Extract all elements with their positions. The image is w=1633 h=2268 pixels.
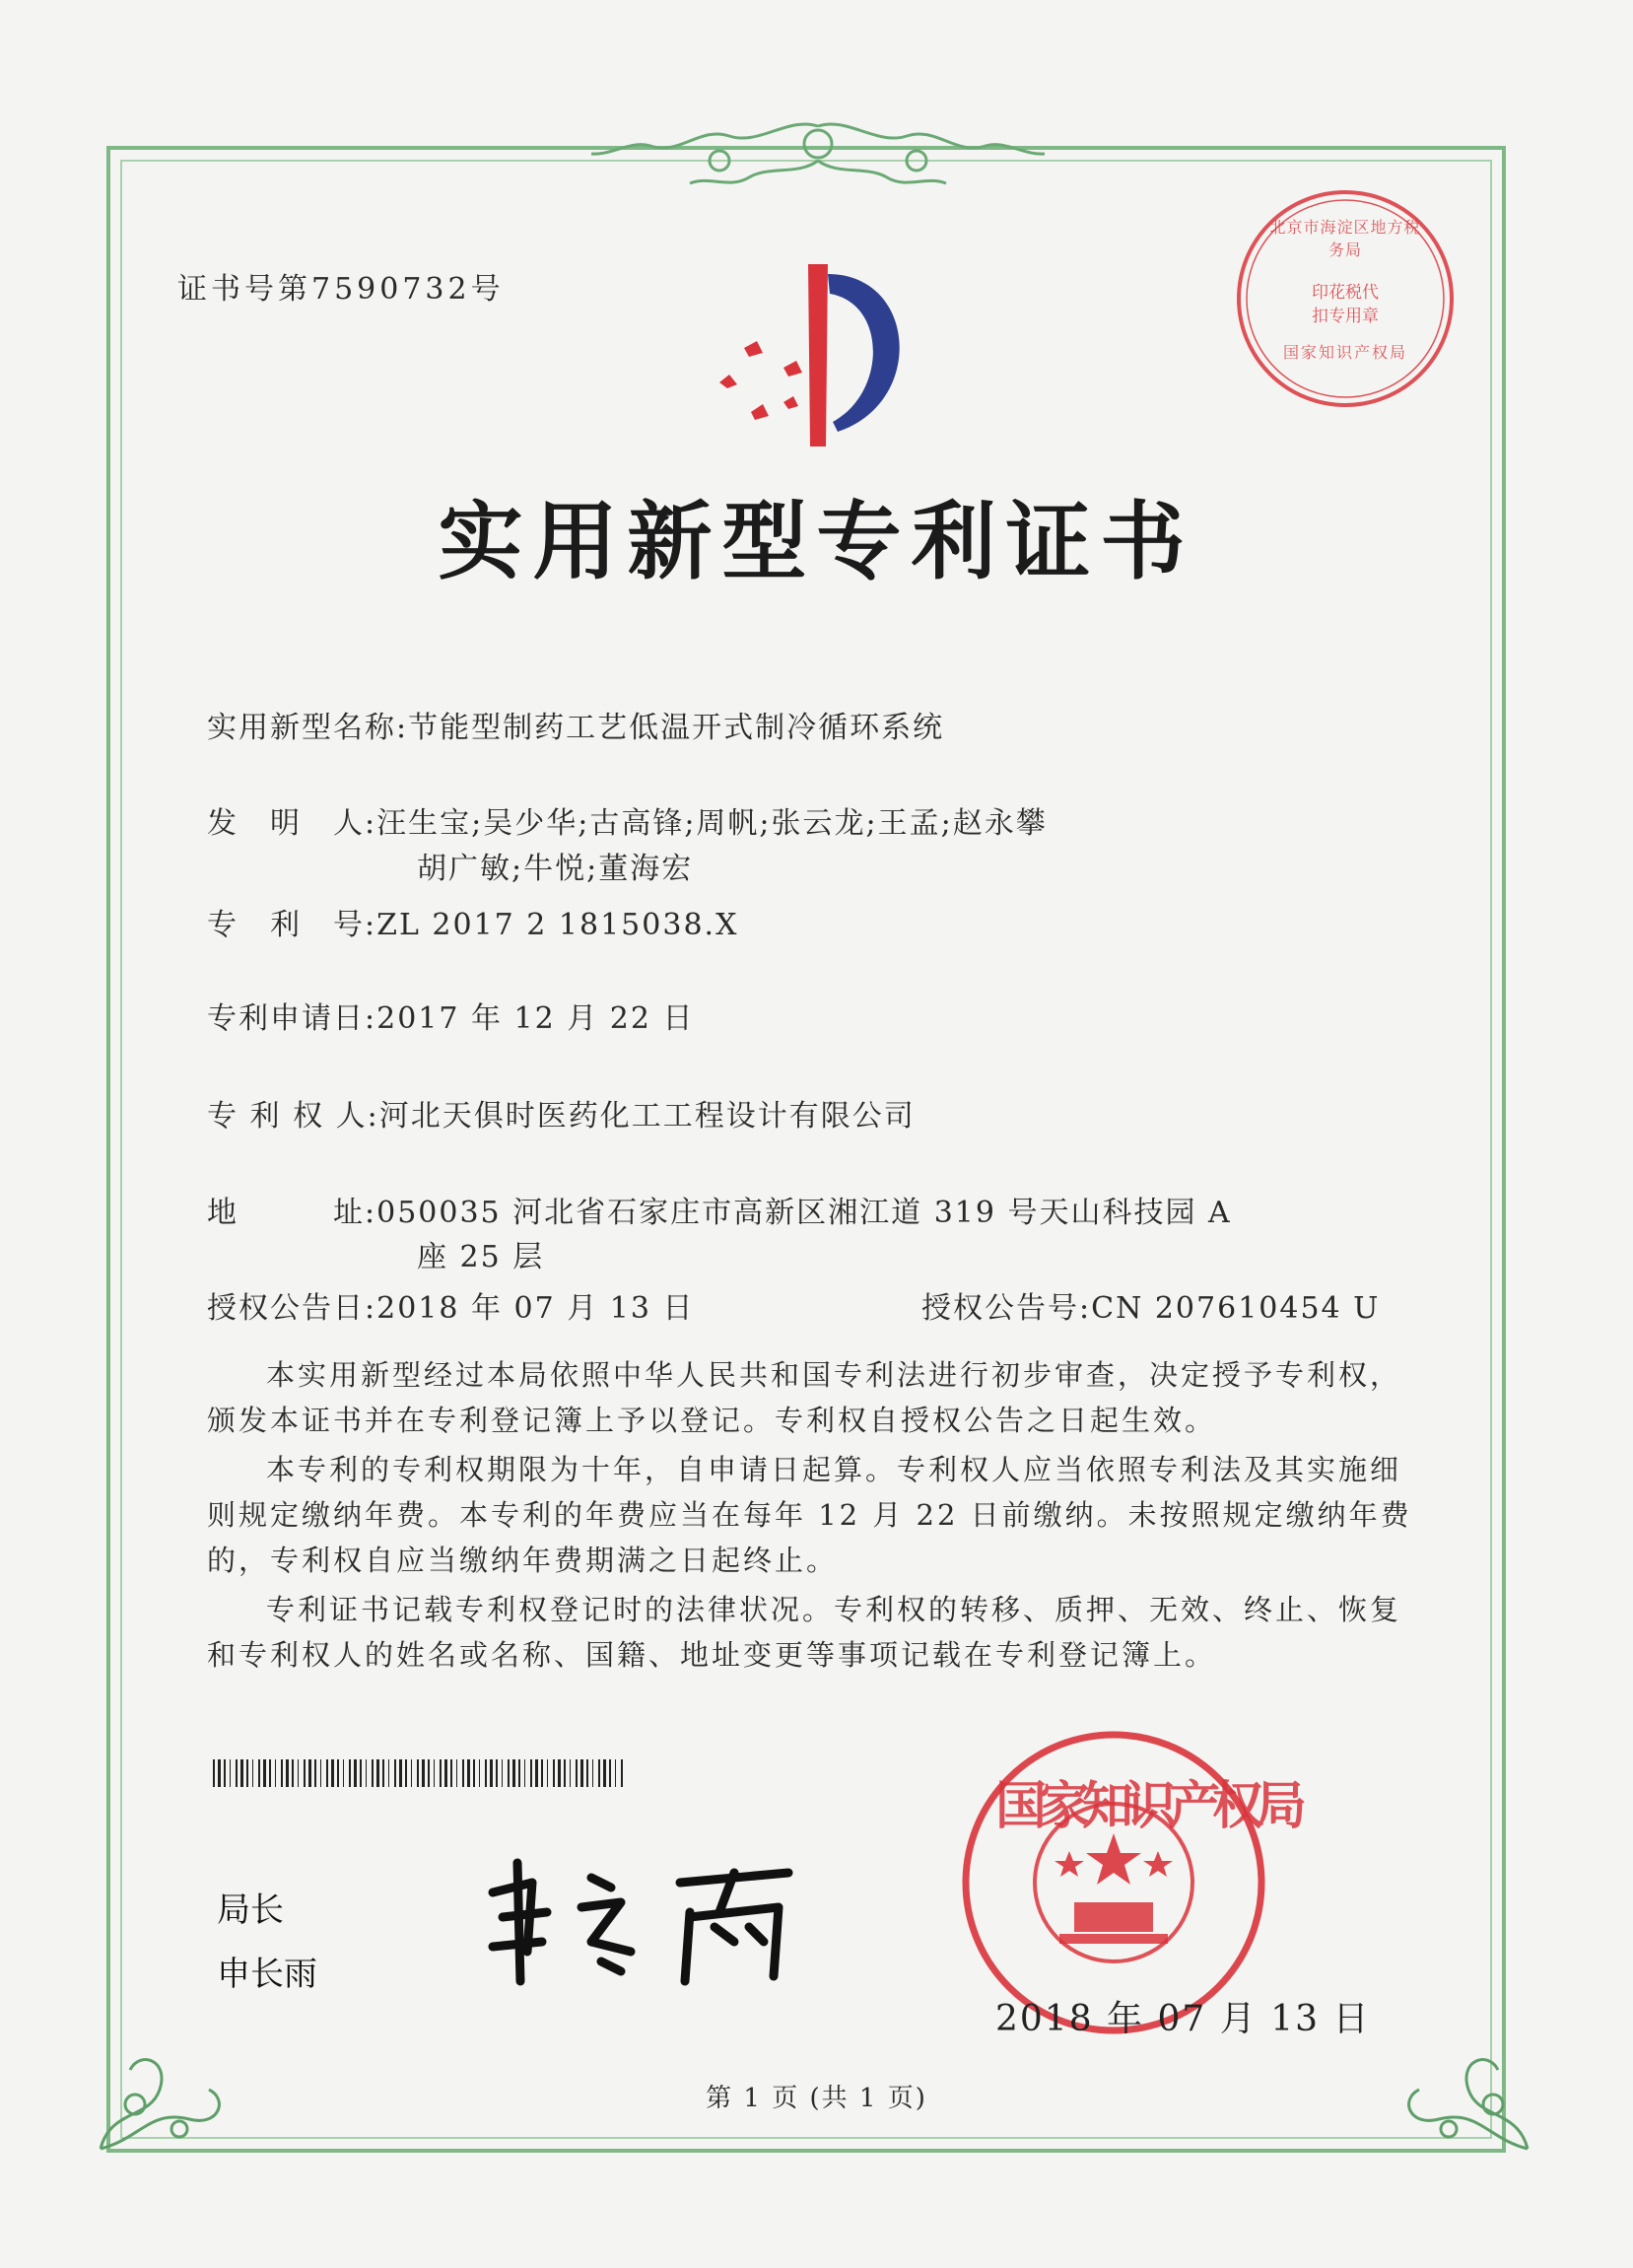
- barcode-bar: [558, 1759, 561, 1787]
- barcode-bar: [450, 1759, 452, 1787]
- barcode-bar: [547, 1759, 548, 1787]
- barcode-bar: [337, 1759, 339, 1787]
- barcode-bar: [343, 1759, 344, 1787]
- field-holder: [207, 1091, 916, 1134]
- barcode-bar: [580, 1759, 583, 1787]
- barcode-bar: [586, 1759, 588, 1787]
- field-address: [207, 1188, 1232, 1231]
- field-apply-date: [207, 994, 695, 1037]
- barcode-bar: [535, 1759, 538, 1787]
- barcode-bar: [372, 1759, 374, 1787]
- paragraph-3: 专利证书记载专利权登记时的法律状况。专利权的转移、质押、无效、终止、恢复和专利权人的姓名或名称、国籍、地址变更等事项记载在专利登记簿上。: [207, 1593, 1402, 1672]
- barcode-bar: [349, 1759, 351, 1787]
- barcode-bar: [252, 1759, 253, 1787]
- apply-date-label: 专利申请日:: [207, 1001, 377, 1036]
- barcode-bar: [382, 1759, 384, 1787]
- tax-stamp-inner-text: 印花税代扣专用章: [1312, 283, 1379, 326]
- barcode-bar: [479, 1759, 480, 1787]
- barcode-bar: [502, 1759, 503, 1787]
- name-value: 节能型制药工艺低温开式制冷循环系统: [408, 711, 945, 745]
- barcode-bar: [530, 1759, 532, 1787]
- barcode-bar: [258, 1759, 260, 1787]
- grant-no-label: 授权公告号:: [921, 1291, 1092, 1326]
- barcode-bar: [467, 1759, 470, 1787]
- patent-no-label: 专 利 号:: [207, 908, 377, 942]
- barcode-bar: [286, 1759, 289, 1787]
- patent-no-value: ZL 2017 2 1815038.X: [376, 908, 739, 942]
- barcode-bar: [213, 1759, 215, 1787]
- barcode-bar: [218, 1759, 221, 1787]
- director-signature: [473, 1843, 828, 1991]
- barcode-bar: [512, 1759, 515, 1787]
- barcode-bar: [462, 1759, 464, 1787]
- director-name: 申长雨: [217, 1955, 317, 1994]
- field-name: [207, 703, 944, 746]
- barcode-bar: [417, 1759, 419, 1787]
- barcode-bar: [518, 1759, 520, 1787]
- barcode-bar: [609, 1759, 611, 1787]
- barcode-bar: [524, 1759, 525, 1787]
- paragraph-2: 本专利的专利权期限为十年，自申请日起算。专利权人应当依照专利法及其实施细则规定缴纳年费。本专利的年费应当在每年 12 月 22 日前缴纳。未按照规定缴纳年费的，专利权自应当缴纳年费期满之日起终止。: [207, 1453, 1412, 1577]
- inner-border: [120, 160, 1492, 2139]
- inventor-label: 发 明 人:: [207, 806, 377, 841]
- barcode: [213, 1759, 627, 1787]
- barcode-bar: [246, 1759, 248, 1787]
- address-line1: 050035 河北省石家庄市高新区湘江道 319 号天山科技园 A: [376, 1196, 1232, 1230]
- barcode-bar: [444, 1759, 447, 1787]
- barcode-bar: [570, 1759, 571, 1787]
- certificate-number: 证书号第7590732号: [177, 272, 505, 307]
- barcode-bar: [366, 1759, 367, 1787]
- barcode-bar: [428, 1759, 430, 1787]
- barcode-bar: [292, 1759, 294, 1787]
- page-indicator: 第 1 页 (共 1 页): [706, 2084, 927, 2113]
- field-patent-no: [207, 900, 738, 943]
- barcode-bar: [399, 1759, 402, 1787]
- barcode-bar: [275, 1759, 276, 1787]
- barcode-bar: [240, 1759, 243, 1787]
- barcode-bar: [508, 1759, 510, 1787]
- barcode-bar: [236, 1759, 238, 1787]
- barcode-bar: [230, 1759, 231, 1787]
- barcode-bar: [541, 1759, 543, 1787]
- barcode-bar: [388, 1759, 389, 1787]
- tax-stamp-top-text: 北京市海淀区地方税务局: [1269, 218, 1421, 259]
- barcode-bar: [422, 1759, 425, 1787]
- barcode-bar: [298, 1759, 299, 1787]
- barcode-bar: [326, 1759, 328, 1787]
- barcode-bar: [440, 1759, 442, 1787]
- barcode-bar: [473, 1759, 475, 1787]
- barcode-bar: [592, 1759, 593, 1787]
- barcode-bar: [496, 1759, 498, 1787]
- tax-stamp-bottom-text: 国家知识产权局: [1282, 343, 1407, 362]
- barcode-bar: [331, 1759, 334, 1787]
- barcode-bar: [269, 1759, 271, 1787]
- barcode-bar: [621, 1759, 623, 1787]
- barcode-bar: [411, 1759, 412, 1787]
- grant-date-label: 授权公告日:: [207, 1291, 377, 1326]
- certificate-title: 实用新型专利证书: [438, 492, 1195, 591]
- address-line2: 座 25 层: [417, 1240, 545, 1274]
- barcode-bar: [553, 1759, 555, 1787]
- barcode-bar: [224, 1759, 226, 1787]
- barcode-bar: [603, 1759, 606, 1787]
- barcode-bar: [308, 1759, 311, 1787]
- barcode-bar: [615, 1759, 616, 1787]
- barcode-bar: [564, 1759, 566, 1787]
- barcode-bar: [354, 1759, 357, 1787]
- holder-label: 专 利 权 人:: [207, 1099, 379, 1134]
- seal-date: 2018 年 07 月 13 日: [995, 1999, 1371, 2039]
- inventor-line2: 胡广敏;牛悦;董海宏: [417, 852, 694, 886]
- field-grant-no: [921, 1283, 1380, 1327]
- barcode-bar: [376, 1759, 379, 1787]
- barcode-bar: [405, 1759, 407, 1787]
- barcode-bar: [394, 1759, 396, 1787]
- barcode-bar: [304, 1759, 306, 1787]
- barcode-bar: [320, 1759, 321, 1787]
- barcode-bar: [281, 1759, 283, 1787]
- top-ornament: [572, 106, 1064, 195]
- grant-no-value: CN 207610454 U: [1091, 1291, 1381, 1326]
- barcode-bar: [576, 1759, 578, 1787]
- holder-value: 河北天俱时医药化工工程设计有限公司: [378, 1099, 916, 1134]
- paragraph-1: 本实用新型经过本局依照中华人民共和国专利法进行初步审查，决定授予专利权，颁发本证书并在专利登记簿上予以登记。专利权自授权公告之日起生效。: [207, 1358, 1402, 1437]
- barcode-bar: [490, 1759, 493, 1787]
- name-label: 实用新型名称:: [207, 711, 409, 745]
- director-title: 局长: [217, 1890, 284, 1930]
- barcode-bar: [456, 1759, 457, 1787]
- patent-office-logo: [690, 254, 946, 451]
- barcode-bar: [360, 1759, 362, 1787]
- field-inventor: [207, 798, 1048, 842]
- barcode-bar: [485, 1759, 487, 1787]
- seal-text: 国家知识产权局: [995, 1776, 1300, 1836]
- barcode-bar: [598, 1759, 600, 1787]
- barcode-bar: [314, 1759, 316, 1787]
- barcode-bar: [263, 1759, 266, 1787]
- address-label: 地 址:: [207, 1196, 377, 1230]
- grant-date-value: 2018 年 07 月 13 日: [376, 1291, 695, 1326]
- field-grant-date: [207, 1283, 695, 1327]
- apply-date-value: 2017 年 12 月 22 日: [376, 1001, 695, 1036]
- barcode-bar: [434, 1759, 435, 1787]
- inventor-line1: 汪生宝;吴少华;古高锋;周帆;张云龙;王孟;赵永攀: [376, 806, 1048, 841]
